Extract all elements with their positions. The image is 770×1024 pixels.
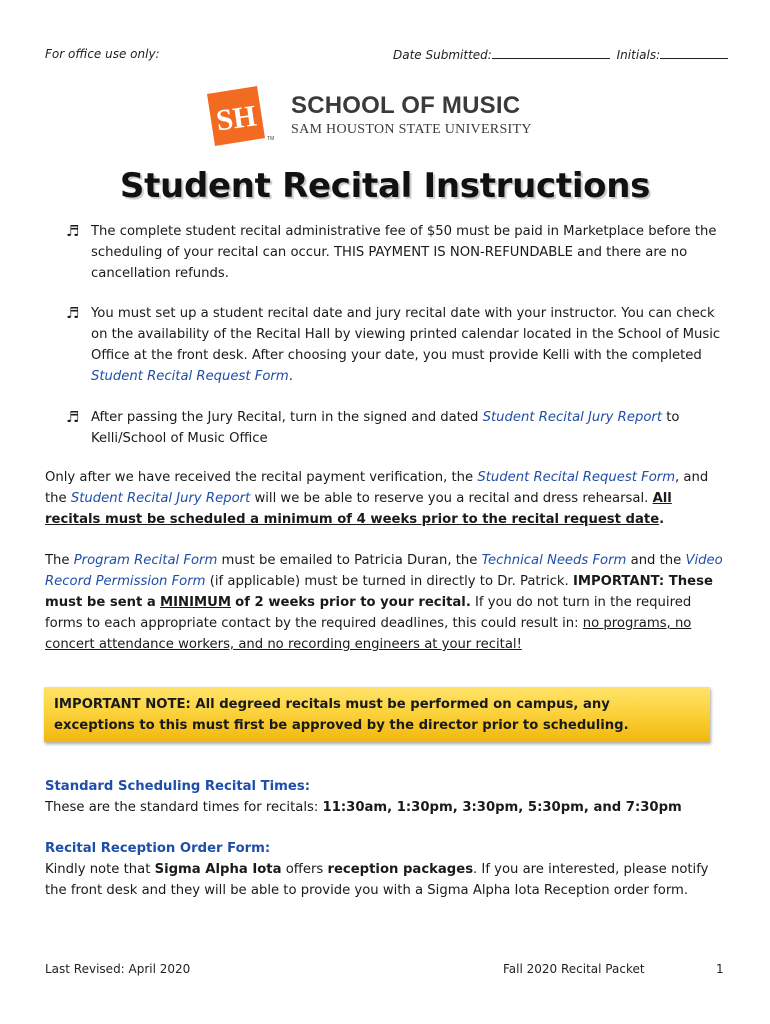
video-record-permission-form-link[interactable]: Video Record Permission Form xyxy=(45,553,723,589)
student-recital-request-form-link[interactable]: Student Recital Request Form xyxy=(91,369,289,384)
reception-text: Kindly note that Sigma Alpha Iota offers reception packages. If you are interested, please notify the front desk and they will be able to provide you with a Sigma Alpha Iota Reception order form. xyxy=(45,862,709,898)
times-values: 11:30am, 1:30pm, 3:30pm, 5:30pm, and 7:30pm xyxy=(322,800,682,815)
date-submitted-blank xyxy=(492,47,610,59)
school-name: SCHOOL OF MUSIC xyxy=(291,92,521,119)
initials-blank xyxy=(660,47,728,59)
date-submitted-field xyxy=(393,47,728,62)
music-note-icon: ♬ xyxy=(66,304,80,322)
student-recital-request-form-link[interactable]: Student Recital Request Form xyxy=(477,470,676,485)
important-note-box xyxy=(44,687,710,742)
footer-revised: Last Revised: April 2020 xyxy=(45,962,191,976)
reception-section xyxy=(45,838,730,901)
times-heading: Standard Scheduling Recital Times: xyxy=(45,779,310,794)
bullet-scheduling-text: You must set up a student recital date and jury recital date with your instructor. You can check on the availability of the Recital Hall by viewing printed calendar located in the School of Music Office at the front desk. After choosing your date, you must provide Kelli with the completed Student Recital Request Form. xyxy=(91,306,721,384)
bullet-fee xyxy=(66,221,726,284)
technical-needs-form-link[interactable]: Technical Needs Form xyxy=(481,553,627,568)
bullet-fee-text: The complete student recital administrative fee of $50 must be paid in Marketplace before the scheduling of your recital can occur. THIS PAYMENT IS NON-REFUNDABLE and there are no cancellation refunds. xyxy=(91,224,717,281)
times-text: These are the standard times for recitals: 11:30am, 1:30pm, 3:30pm, 5:30pm, and 7:30pm xyxy=(45,800,682,815)
page-title: Student Recital Instructions xyxy=(119,166,651,206)
office-use-label: For office use only: xyxy=(45,47,160,61)
bullet-scheduling xyxy=(66,303,726,387)
page-number: 1 xyxy=(716,962,724,976)
logo-letters: SH xyxy=(214,99,259,138)
four-weeks-requirement: All recitals must be scheduled a minimum of 4 weeks prior to the recital request date xyxy=(45,491,672,527)
forms-paragraph: The Program Recital Form must be emailed to Patricia Duran, the Technical Needs Form and the Video Record Permission Form (if applicable) must be turned in directly to Dr. Patrick. IMPORTANT: These must be sent a MINIMUM of 2 weeks prior to your recital. If you do not turn in the required forms to each appropriate contact by the required deadlines, this could result in: no programs, no concert attendance workers, and no recording engineers at your recital! xyxy=(45,553,723,652)
student-recital-jury-report-link[interactable]: Student Recital Jury Report xyxy=(70,491,251,506)
bullet-jury-text: After passing the Jury Recital, turn in the signed and dated Student Recital Jury Report to Kelli/School of Music Office xyxy=(91,410,680,446)
initials-label: Initials: xyxy=(616,48,661,62)
music-note-icon: ♬ xyxy=(66,222,80,240)
reception-heading: Recital Reception Order Form: xyxy=(45,841,271,856)
logo-tm: TM xyxy=(267,136,275,142)
university-name: SAM HOUSTON STATE UNIVERSITY xyxy=(291,122,532,137)
program-recital-form-link[interactable]: Program Recital Form xyxy=(73,553,218,568)
consequences-text: no programs, no concert attendance workers, and no recording engineers at your recital! xyxy=(45,616,692,652)
times-section xyxy=(45,776,730,818)
bullet-jury xyxy=(66,407,726,449)
music-note-icon: ♬ xyxy=(66,408,80,426)
important-note-text: IMPORTANT NOTE: All degreed recitals must be performed on campus, any exceptions to this must first be approved by the director prior to scheduling. xyxy=(54,697,629,733)
student-recital-jury-report-link[interactable]: Student Recital Jury Report xyxy=(482,410,662,425)
shsu-logo xyxy=(205,86,275,148)
payment-paragraph: Only after we have received the recital payment verification, the Student Recital Request Form, and the Student Recital Jury Report will we be able to reserve you a recital and dress rehearsal. All recitals must be scheduled a minimum of 4 weeks prior to the recital request date. xyxy=(45,470,709,527)
footer-packet: Fall 2020 Recital Packet xyxy=(503,962,645,976)
date-submitted-label: Date Submitted: xyxy=(393,48,492,62)
